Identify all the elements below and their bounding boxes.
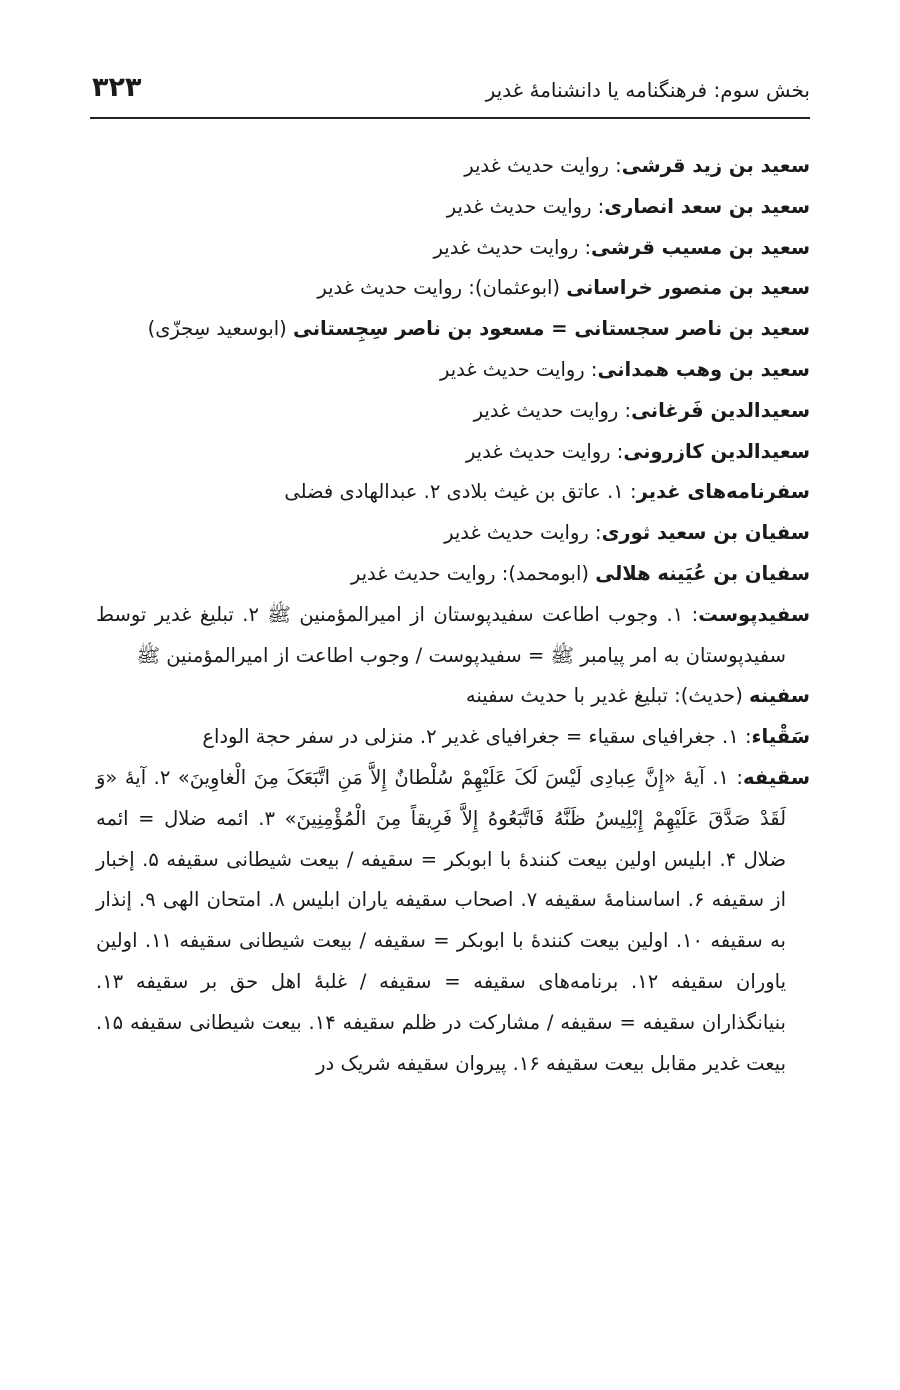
entry — [96, 513, 810, 554]
entry — [96, 432, 810, 473]
entry-text: : روایت حدیث غدیر — [446, 194, 605, 218]
entry-term: سعید بن زید قرشی — [621, 154, 810, 177]
entry — [96, 554, 810, 595]
entry-text: : روایت حدیث غدیر — [439, 357, 598, 381]
entry-term: سعیدالدین فَرغانی — [631, 398, 810, 422]
entry — [96, 268, 810, 309]
entry-text: : ۱. عاتق بن غیث بلادی ۲. عبدالهادی فضلی — [284, 480, 637, 504]
entry-term: سفینه — [749, 684, 810, 708]
entry — [96, 717, 810, 758]
entry-term: سعید بن وهب همدانی — [597, 357, 810, 381]
entry — [96, 758, 810, 1084]
entry-text: : ۱. آیهٔ «إِنَّ عِبادِی لَیْسَ لَکَ عَلَیْهِمْ سُلْطانٌ إِلاَّ مَنِ اتَّبَعَکَ مِنَ الْغاوِینَ» ۲. آیهٔ «وَ لَقَدْ صَدَّقَ عَلَیْهِمْ إِبْلِیسُ ظَنَّهُ فَاتَّبَعُوهُ إِلاَّ فَرِیقاً مِنَ الْمُؤْمِنِینَ» ۳. ائمه ضلال = ائمه ضلال ۴. ابلیس اولین بیعت کنندهٔ با ابوبکر = سقیفه / بیعت شیطانی سقیفه ۵. إخبار از سقیفه ۶. اساسنامهٔ سقیفه ۷. اصحاب سقیفه یاران ابلیس ۸. امتحان الهی ۹. إنذار به سقیفه ۱۰. اولین بیعت کنندهٔ با ابوبکر = سقیفه / بیعت شیطانی سقیفه ۱۱. اولین یاوران سقیفه ۱۲. برنامه‌های سقیفه = سقیفه / غلبهٔ اهل حق بر سقیفه ۱۳. بنیانگذاران سقیفه = سقیفه / مشارکت در ظلم سقیفه ۱۴. بیعت شیطانی سقیفه ۱۵. بیعت غدیر مقابل بیعت سقیفه ۱۶. پیروان سقیفه شریک در — [96, 765, 787, 1075]
entry-term: سعید بن سعد انصاری — [604, 194, 810, 218]
entry — [96, 309, 810, 350]
entry-term: سعید بن ناصر سجستانی = مسعود بن ناصر سِجِستانی — [293, 317, 810, 341]
page-header — [90, 70, 810, 110]
entry-term: سعید بن مسیب قرشی — [591, 235, 810, 259]
entry-text: (ابوعثمان): روایت حدیث غدیر — [317, 276, 567, 300]
entry-term: سعید بن منصور خراسانی — [566, 276, 810, 300]
entry-term: سفیان بن عُیَینه هلالی — [595, 561, 810, 585]
entry-term: سقیفه — [742, 765, 810, 789]
entry — [96, 595, 810, 677]
entry-text: (ابومحمد): روایت حدیث غدیر — [350, 561, 596, 585]
header-rule — [90, 117, 810, 119]
entry-text: : روایت حدیث غدیر — [473, 398, 632, 422]
entry-text: : روایت حدیث غدیر — [465, 439, 624, 463]
running-title: بخش سوم: فرهنگنامه یا دانشنامهٔ غدیر — [485, 78, 810, 102]
entry-text: : روایت حدیث غدیر — [464, 154, 622, 177]
entry-term: سعیدالدین کازرونی — [623, 439, 810, 463]
entry-term: سفرنامه‌های غدیر — [636, 480, 810, 504]
entry — [96, 676, 810, 717]
entry-text: (ابوسعید سِجزّی) — [147, 317, 293, 341]
entry — [96, 187, 810, 228]
entry — [96, 350, 810, 391]
entry-term: سفیان بن سعید ثوری — [601, 521, 810, 545]
entry — [96, 146, 810, 187]
entry-term: سفیدپوست — [698, 602, 810, 626]
entry — [96, 472, 810, 513]
entry-text: (حدیث): تبلیغ غدیر با حدیث سفینه — [465, 684, 750, 708]
entry-text: : ۱. جغرافیای سقیاء = جغرافیای غدیر ۲. منزلی در سفر حجة الوداع — [202, 725, 752, 749]
page-number: ۳۲۳ — [92, 72, 142, 103]
entry-term: سَقْیاء — [751, 725, 810, 749]
entry-text: : روایت حدیث غدیر — [444, 521, 602, 545]
entries-list — [96, 146, 810, 1084]
entry-text: : ۱. وجوب اطاعت سفیدپوستان از امیرالمؤمنین ﷺ ۲. تبلیغ غدیر توسط سفیدپوستان به امر پیامبر ﷺ = سفیدپوست / وجوب اطاعت از امیرالمؤمنین ﷺ — [96, 602, 786, 667]
entry — [96, 391, 810, 432]
entry — [96, 228, 810, 269]
entry-text: : روایت حدیث غدیر — [433, 235, 592, 259]
